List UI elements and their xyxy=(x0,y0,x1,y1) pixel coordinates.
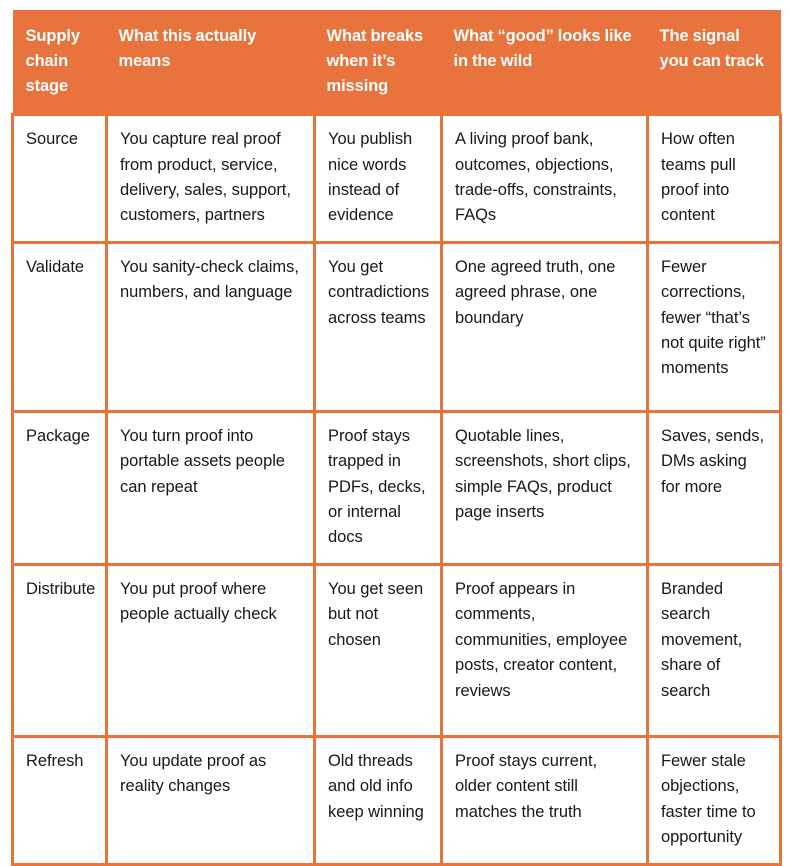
cell-breaks: You publish nice words instead of evidence xyxy=(315,115,442,243)
cell-stage: Source xyxy=(13,115,107,243)
cell-means: You capture real proof from product, service, delivery, sales, support, customers, partners xyxy=(107,115,315,243)
cell-good: A living proof bank, outcomes, objections, trade-offs, constraints, FAQs xyxy=(442,115,648,243)
table-body xyxy=(13,115,781,864)
header-row xyxy=(13,10,781,115)
column-header-stage: Supply chain stage xyxy=(13,10,107,115)
cell-means: You turn proof into portable assets people can repeat xyxy=(107,411,315,564)
table-row xyxy=(13,736,781,864)
cell-good: Proof appears in comments, communities, employee posts, creator content, reviews xyxy=(442,564,648,736)
cell-breaks: Proof stays trapped in PDFs, decks, or internal docs xyxy=(315,411,442,564)
column-header-breaks: What breaks when it’s missing xyxy=(315,10,442,115)
proof-supply-chain-table xyxy=(11,10,782,866)
cell-means: You sanity-check claims, numbers, and language xyxy=(107,242,315,411)
cell-good: One agreed truth, one agreed phrase, one boundary xyxy=(442,242,648,411)
cell-signal: How often teams pull proof into content xyxy=(648,115,781,243)
column-header-means: What this actually means xyxy=(107,10,315,115)
cell-breaks: Old threads and old info keep winning xyxy=(315,736,442,864)
cell-signal: Branded search movement, share of search xyxy=(648,564,781,736)
table-container xyxy=(11,10,779,866)
table-row xyxy=(13,115,781,243)
cell-means: You put proof where people actually check xyxy=(107,564,315,736)
cell-stage: Package xyxy=(13,411,107,564)
cell-good: Quotable lines, screenshots, short clips, simple FAQs, product page inserts xyxy=(442,411,648,564)
cell-signal: Fewer stale objections, faster time to opportunity xyxy=(648,736,781,864)
cell-stage: Distribute xyxy=(13,564,107,736)
cell-signal: Fewer corrections, fewer “that’s not quite right” moments xyxy=(648,242,781,411)
cell-breaks: You get contradictions across teams xyxy=(315,242,442,411)
cell-stage: Refresh xyxy=(13,736,107,864)
cell-signal: Saves, sends, DMs asking for more xyxy=(648,411,781,564)
table-row xyxy=(13,411,781,564)
table-header xyxy=(13,10,781,115)
cell-means: You update proof as reality changes xyxy=(107,736,315,864)
table-row xyxy=(13,242,781,411)
column-header-good: What “good” looks like in the wild xyxy=(442,10,648,115)
cell-breaks: You get seen but not chosen xyxy=(315,564,442,736)
table-row xyxy=(13,564,781,736)
column-header-signal: The signal you can track xyxy=(648,10,781,115)
cell-good: Proof stays current, older content still matches the truth xyxy=(442,736,648,864)
cell-stage: Validate xyxy=(13,242,107,411)
